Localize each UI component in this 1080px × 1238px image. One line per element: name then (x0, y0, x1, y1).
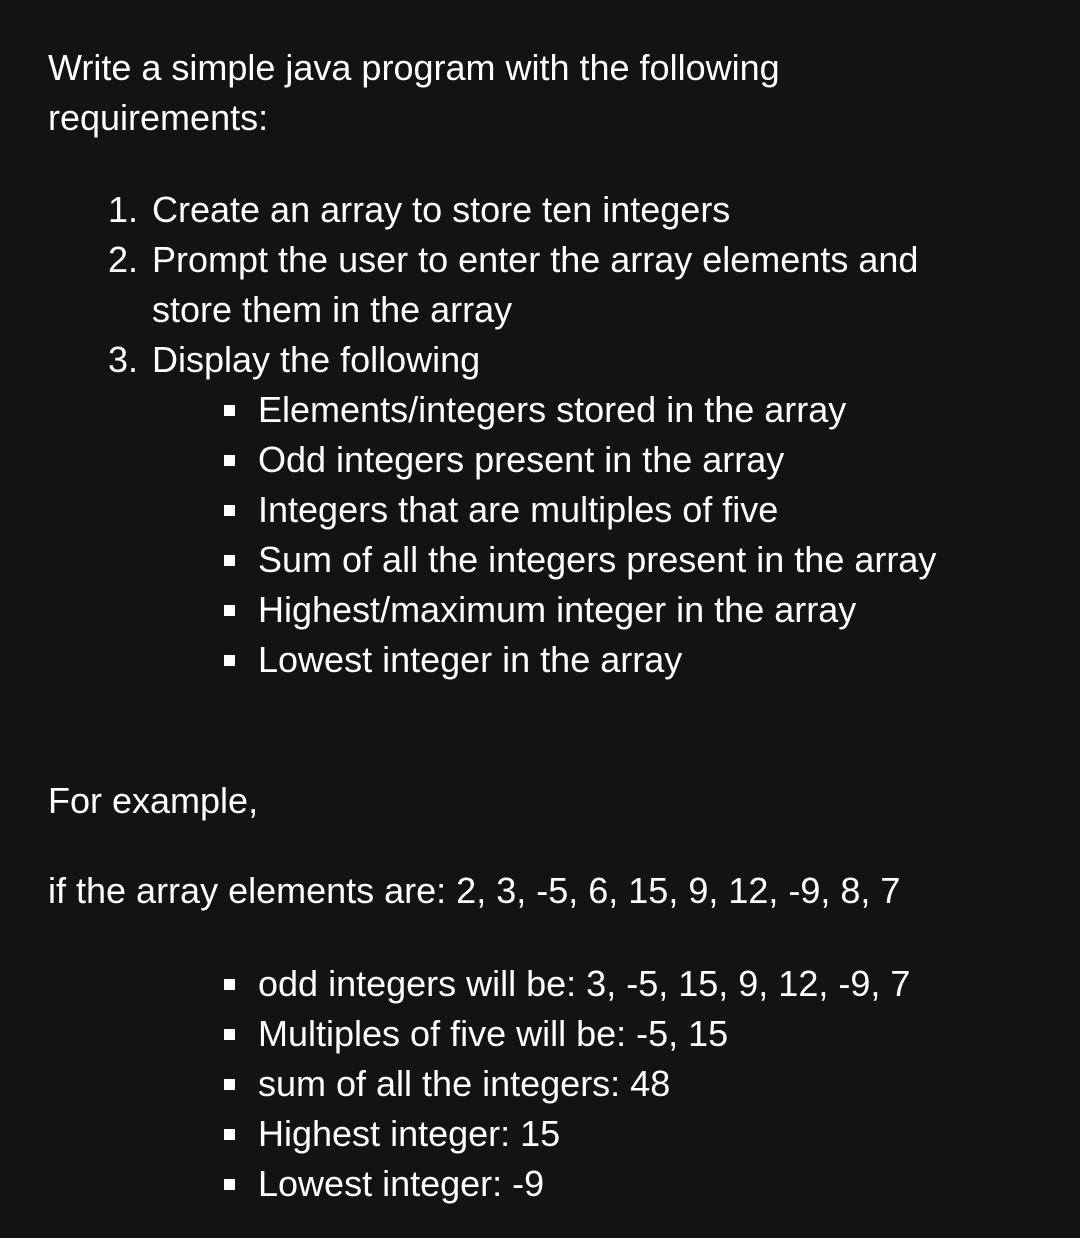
square-bullet-icon (224, 405, 235, 416)
list-item (0, 485, 948, 535)
display-items-list (0, 385, 962, 685)
list-item (0, 585, 948, 635)
display-item-text: Integers that are multiples of five (258, 489, 779, 530)
display-item-text: Highest/maximum integer in the array (258, 589, 857, 630)
square-bullet-icon (224, 505, 235, 516)
result-text: odd integers will be: 3, -5, 15, 9, 12, -9, 7 (258, 963, 911, 1004)
requirement-number: 3. (108, 339, 139, 380)
list-item (0, 1159, 948, 1209)
display-item-text: Lowest integer in the array (258, 639, 683, 680)
square-bullet-icon (224, 555, 235, 566)
requirement-item (0, 235, 962, 335)
list-item (0, 385, 948, 435)
list-item (0, 435, 948, 485)
requirements-list (0, 185, 1000, 685)
square-bullet-icon (224, 1029, 235, 1040)
intro-paragraph: Write a simple java program with the following requirements: (48, 47, 780, 138)
square-bullet-icon (224, 1129, 235, 1140)
result-text: Highest integer: 15 (258, 1113, 561, 1154)
square-bullet-icon (224, 655, 235, 666)
list-item (0, 1109, 948, 1159)
list-item (0, 1059, 948, 1109)
requirement-text: Prompt the user to enter the array elements and store them in the array (152, 239, 919, 330)
square-bullet-icon (224, 979, 235, 990)
result-text: Lowest integer: -9 (258, 1163, 545, 1204)
list-item (0, 959, 948, 1009)
list-item (0, 535, 948, 585)
requirement-text: Display the following (152, 339, 481, 380)
result-text: sum of all the integers: 48 (258, 1063, 671, 1104)
list-item (0, 1009, 948, 1059)
display-item-text: Elements/integers stored in the array (258, 389, 847, 430)
display-item-text: Sum of all the integers present in the array (258, 539, 937, 580)
list-item (0, 635, 948, 685)
result-text: Multiples of five will be: -5, 15 (258, 1013, 729, 1054)
requirement-number: 1. (108, 189, 139, 230)
example-results-list (0, 959, 1080, 1209)
display-item-text: Odd integers present in the array (258, 439, 785, 480)
square-bullet-icon (224, 455, 235, 466)
square-bullet-icon (224, 605, 235, 616)
requirement-text: Create an array to store ten integers (152, 189, 731, 230)
requirement-number: 2. (108, 239, 139, 280)
square-bullet-icon (224, 1179, 235, 1190)
requirement-item (0, 335, 962, 685)
requirement-item (0, 185, 962, 235)
square-bullet-icon (224, 1079, 235, 1090)
example-label: For example, (48, 780, 259, 821)
example-array-line: if the array elements are: 2, 3, -5, 6, 15, 9, 12, -9, 8, 7 (48, 870, 901, 911)
